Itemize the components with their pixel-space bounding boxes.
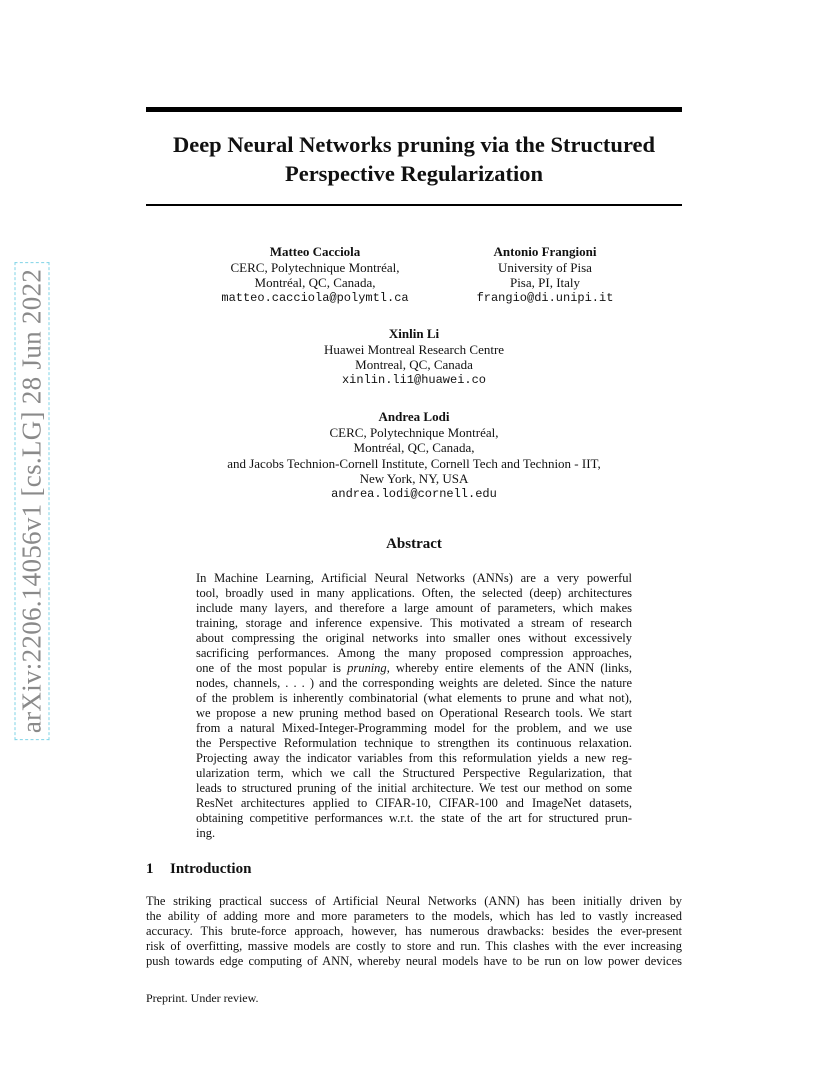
abstract-line: the Perspective Reformulation technique to strengthen its continuous relaxation.	[196, 736, 632, 750]
abstract-text: one of the most popular is	[196, 661, 341, 675]
abstract-line: ResNet architectures applied to CIFAR-10, CIFAR-100 and ImageNet datasets,	[196, 796, 632, 810]
abstract-text: , whereby entire elements of the ANN (links,	[386, 661, 633, 675]
intro-line: push towards edge computing of ANN, whereby neural models have to be run on low power devices	[146, 954, 682, 968]
intro-line: the ability of adding more and more parameters to the models, which has led to vastly increased	[146, 909, 682, 923]
abstract-line: ularization term, which we call the Structured Perspective Regularization, that	[196, 766, 632, 780]
author-block	[264, 326, 564, 388]
author-email: frangio@di.unipi.it	[476, 290, 614, 305]
abstract-body	[196, 571, 632, 841]
author-affiliation: New York, NY, USA	[359, 471, 469, 486]
author-name: Xinlin Li	[388, 326, 440, 341]
abstract-line: nodes, channels, . . . ) and the corresponding weights are deleted. Since the nature	[196, 676, 632, 690]
author-affiliation: and Jacobs Technion-Cornell Institute, Cornell Tech and Technion - IIT,	[227, 455, 601, 471]
author-affiliation: Pisa, PI, Italy	[509, 275, 581, 290]
abstract-line: obtaining competitive performances w.r.t. the state of the art for structured prun-	[196, 811, 632, 825]
paper-title	[146, 130, 682, 188]
author-affiliation: Montreal, QC, Canada	[355, 357, 473, 372]
abstract-line: leads to structured pruning of the initial architecture. We test our method on some	[196, 781, 632, 795]
abstract-line: of the problem is inherently combinatorial (what elements to prune and what not),	[196, 691, 632, 705]
title-bottom-rule	[146, 204, 682, 206]
author-email: andrea.lodi@cornell.edu	[331, 486, 497, 501]
abstract-line	[196, 661, 632, 676]
author-block	[200, 244, 430, 306]
footer-note: Preprint. Under review.	[146, 991, 259, 1005]
abstract-line: tool, broadly used in many applications. Often, the selected (deep) architectures	[196, 586, 632, 600]
author-email: matteo.cacciola@polymtl.ca	[221, 290, 409, 305]
author-affiliation: CERC, Polytechnique Montréal,	[230, 259, 400, 275]
author-email: xinlin.li1@huawei.co	[341, 372, 487, 387]
author-affiliation: University of Pisa	[498, 259, 592, 275]
abstract-line: In Machine Learning, Artificial Neural Networks (ANNs) are a very powerful	[196, 571, 632, 585]
author-affiliation: Montréal, QC, Canada,	[254, 275, 376, 290]
abstract-emphasis: pruning	[347, 661, 387, 675]
author-affiliation: Montréal, QC, Canada,	[353, 440, 475, 455]
section-title: Introduction	[170, 861, 252, 877]
title-line: Perspective Regularization	[284, 161, 544, 186]
section-heading	[146, 861, 251, 878]
author-name: Antonio Frangioni	[493, 244, 597, 259]
abstract-line: about compressing the original networks into smaller ones without excessively	[196, 631, 632, 645]
author-name: Andrea Lodi	[378, 409, 450, 424]
author-affiliation: CERC, Polytechnique Montréal,	[329, 424, 499, 440]
abstract-line: training, storage and inference expensive. This motivated a stream of research	[196, 616, 632, 630]
title-line: Deep Neural Networks pruning via the Structured	[172, 132, 656, 157]
abstract-line: ing.	[196, 826, 216, 840]
title-top-rule	[146, 107, 682, 112]
author-block	[164, 409, 664, 502]
abstract-heading: Abstract	[386, 536, 442, 552]
abstract-line: from a natural Mixed-Integer-Programming model for the problem, and we use	[196, 721, 632, 735]
abstract-line: we propose a new pruning method based on Operational Research tools. We start	[196, 706, 632, 720]
abstract-line: sacrificing performances. Among the many proposed compression approaches,	[196, 646, 632, 660]
author-block	[430, 244, 660, 306]
author-affiliation: Huawei Montreal Research Centre	[323, 341, 505, 357]
abstract-line: include many layers, and therefore a large amount of parameters, which makes	[196, 601, 632, 615]
intro-line: accuracy. This brute-force approach, however, has numerous drawbacks: besides the ever-present	[146, 924, 682, 938]
arxiv-identifier	[12, 266, 52, 736]
intro-body	[146, 894, 682, 969]
intro-line: risk of overfitting, massive models are costly to store and run. This clashes with the ever increasing	[146, 939, 682, 953]
arxiv-identifier-text: arXiv:2206.14056v1 [cs.LG] 28 Jun 2022	[15, 262, 50, 740]
abstract-line: Projecting away the indicator variables from this reformulation yields a new reg-	[196, 751, 632, 765]
section-number: 1	[146, 861, 154, 877]
author-name: Matteo Cacciola	[269, 244, 361, 259]
intro-line: The striking practical success of Artificial Neural Networks (ANN) has been initially driven by	[146, 894, 682, 908]
